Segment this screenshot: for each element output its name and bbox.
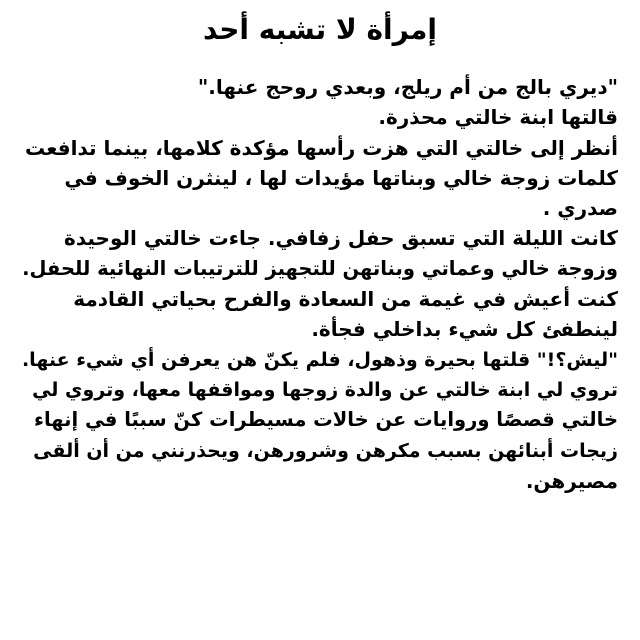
text-line: لينطفئ كل شيء بداخلي فجأة. xyxy=(311,317,618,342)
text-line: كنت أعيش في غيمة من السعادة والفرح بحياتي القادمة xyxy=(73,287,618,312)
text-line: وزوجة خالي وعماتي وبناتهن للتجهيز للترتيبات النهائية للحفل. xyxy=(22,256,618,280)
text-line: كلمات زوجة خالي وبناتها مؤيدات لها ، لينثرن الخوف في xyxy=(64,165,618,190)
text-line: مصيرهن. xyxy=(525,468,618,493)
text-line: خالتي قصصًا وروايات عن خالات مسيطرات كنّ سببًا في إنهاء xyxy=(33,408,618,432)
text-line: كانت الليلة التي تسبق حفل زفافي. جاءت خالتي الوحيدة xyxy=(64,226,618,251)
text-line: قالتها ابنة خالتي محذرة. xyxy=(378,105,618,130)
story-body xyxy=(22,72,618,496)
text-line: "ليش؟!" قلتها بحيرة وذهول، فلم يكنّ هن يعرفن أي شيء عنها. xyxy=(21,348,618,371)
text-line: صدري . xyxy=(542,196,618,221)
text-line: أنظر إلى خالتي التي هزت رأسها مؤكدة كلامها، بينما تدافعت xyxy=(25,135,618,160)
page-title: إمرأة لا تشبه أحد xyxy=(203,13,437,46)
text-line: زيجات أبنائهن بسبب مكرهن وشرورهن، ويحذرنني من أن ألقى xyxy=(33,439,618,462)
text-line: "ديري بالج من أم ريلج، وبعدي روحج عنها." xyxy=(197,75,618,99)
text-line: تروي لي ابنة خالتي عن والدة زوجها ومواقفها معها، وتروي لي xyxy=(32,378,618,401)
